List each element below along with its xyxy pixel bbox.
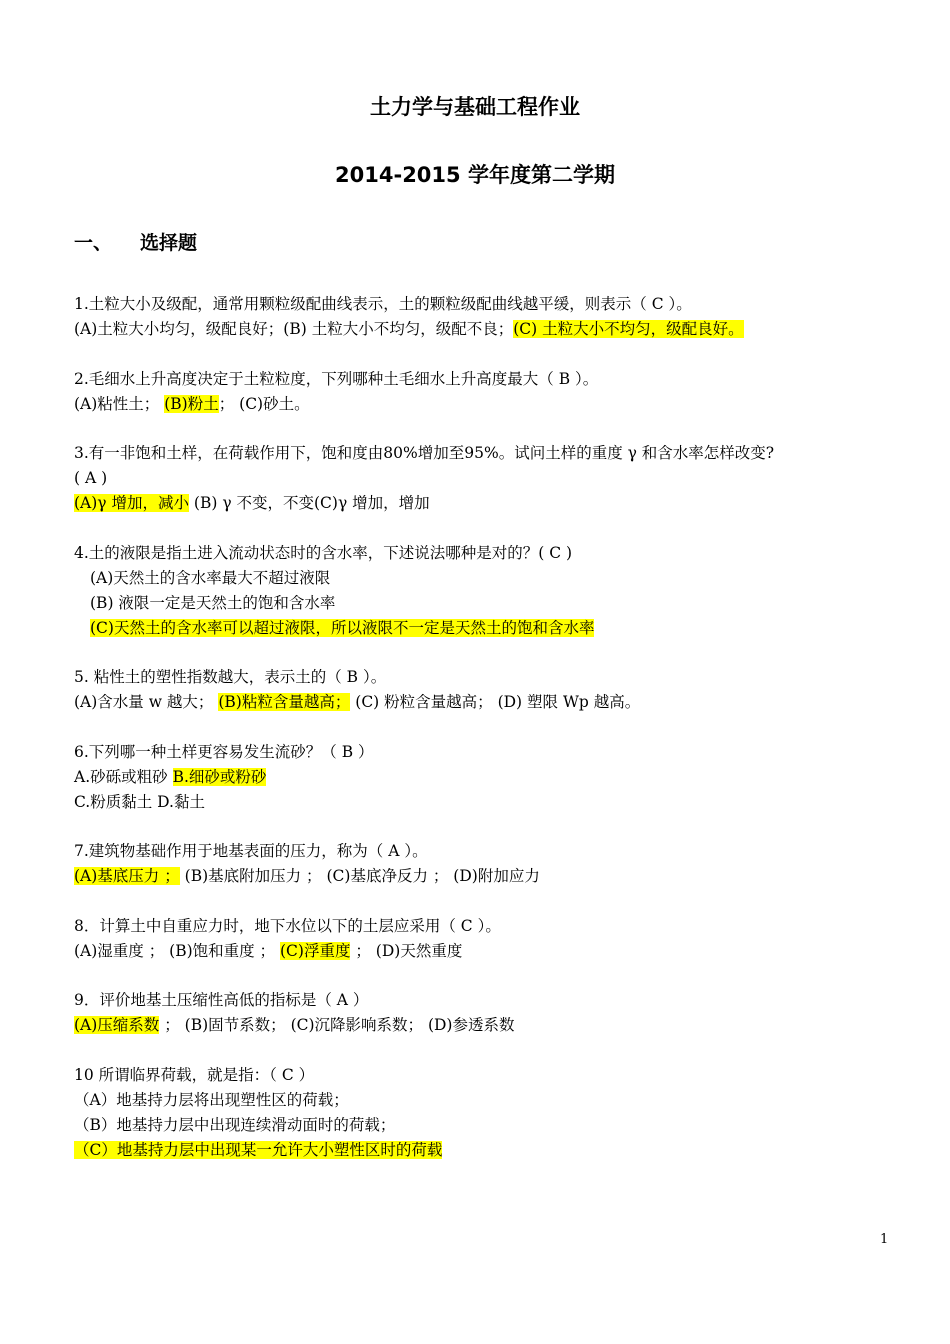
- option-text: (A)湿重度 ； (B)饱和重度 ；: [74, 942, 280, 960]
- question-stem: 6.下列哪一种土样更容易发生流砂？（ B ）: [74, 743, 374, 761]
- question-5: [74, 665, 914, 715]
- option-text: ； (B)固节系数； (C)沉降影响系数； (D)参透系数: [159, 1016, 515, 1034]
- answer-highlight: (C) 土粒大小不均匀，级配良好。: [513, 320, 744, 338]
- answer-highlight: (A)γ 增加，减小: [74, 494, 189, 512]
- question-stem: 4.土的液限是指土进入流动状态时的含水率，下述说法哪种是对的？( C ): [74, 544, 573, 562]
- question-stem: 9．评价地基土压缩性高低的指标是（ A ）: [74, 991, 369, 1009]
- question-6: [74, 740, 914, 815]
- question-7: [74, 839, 914, 889]
- option-text: (A)土粒大小均匀，级配良好；(B) 土粒大小不均匀，级配不良；: [74, 320, 514, 338]
- question-stem: 5. 粘性土的塑性指数越大，表示土的（ B ）。: [74, 668, 387, 686]
- question-options: [74, 690, 914, 715]
- question-2: [74, 367, 914, 417]
- page-number: 1: [880, 1232, 889, 1247]
- question-1: [74, 292, 914, 342]
- option-a: (A)天然土的含水率最大不超过液限: [90, 569, 331, 587]
- option-text: ； (D)天然重度: [350, 942, 463, 960]
- question-10: [74, 1063, 914, 1163]
- answer-highlight: (C)浮重度: [279, 942, 351, 960]
- option-text: (B) γ 不变，不变(C)γ 增加，增加: [188, 494, 430, 512]
- question-options: [74, 392, 914, 417]
- question-9: [74, 988, 914, 1038]
- option-c: [74, 1138, 914, 1163]
- option-text: (A)含水量 w 越大；: [74, 693, 219, 711]
- answer-highlight: (B)粉土: [164, 395, 219, 413]
- answer-highlight: （C）地基持力层中出现某一允许大小塑性区时的荷载: [74, 1141, 443, 1159]
- answer-highlight: B.细砂或粉砂: [172, 768, 267, 786]
- option-text: A.砂砾或粗砂: [74, 768, 173, 786]
- question-stem: 8．计算土中自重应力时，地下水位以下的土层应采用（ C ）。: [74, 917, 501, 935]
- section-number: 一、: [74, 232, 113, 254]
- question-stem: 10 所谓临界荷载，就是指：（ C ）: [74, 1066, 315, 1084]
- question-options: [74, 765, 914, 790]
- option-a: （A）地基持力层将出现塑性区的荷载；: [74, 1091, 349, 1109]
- question-options: C.粉质黏土 D.黏土: [74, 793, 205, 811]
- document-title: 土力学与基础工程作业: [370, 95, 580, 119]
- question-4: [74, 541, 914, 641]
- document-subtitle: 2014-2015 学年度第二学期: [335, 163, 615, 187]
- answer-highlight: (C)天然土的含水率可以超过液限，所以液限不一定是天然土的饱和含水率: [90, 619, 595, 637]
- option-b: (B) 液限一定是天然土的饱和含水率: [90, 594, 336, 612]
- question-stem: 7.建筑物基础作用于地基表面的压力，称为（ A ）。: [74, 842, 428, 860]
- question-stem-answer: ( A ): [74, 469, 108, 487]
- question-options: [74, 939, 914, 964]
- question-3: [74, 441, 914, 516]
- section-title: 选择题: [140, 232, 198, 254]
- question-options: [74, 317, 914, 342]
- answer-highlight: (B)粘粒含量越高；: [218, 693, 351, 711]
- question-stem: 1.土粒大小及级配，通常用颗粒级配曲线表示，土的颗粒级配曲线越平缓，则表示（ C ）。: [74, 295, 692, 313]
- answer-highlight: (A)基底压力 ；: [74, 867, 180, 885]
- question-options: [74, 1013, 914, 1038]
- option-text: (A)粘性土；: [74, 395, 165, 413]
- option-b: （B）地基持力层中出现连续滑动面时的荷载；: [74, 1116, 396, 1134]
- option-c: [74, 616, 914, 641]
- question-8: [74, 914, 914, 964]
- question-options: [74, 864, 914, 889]
- question-options: [74, 491, 914, 516]
- option-text: ； (C)砂土。: [218, 395, 310, 413]
- section-heading: [74, 230, 197, 256]
- question-stem: 2.毛细水上升高度决定于土粒粒度，下列哪种土毛细水上升高度最大（ B ）。: [74, 370, 599, 388]
- answer-highlight: (A)压缩系数: [74, 1016, 160, 1034]
- option-text: (B)基底附加压力 ； (C)基底净反力 ； (D)附加应力: [179, 867, 540, 885]
- option-text: (C) 粉粒含量越高； (D) 塑限 Wp 越高。: [350, 693, 641, 711]
- question-stem: 3.有一非饱和土样，在荷载作用下，饱和度由80%增加至95%。试问土样的重度 γ 和含水率怎样改变?: [74, 444, 775, 462]
